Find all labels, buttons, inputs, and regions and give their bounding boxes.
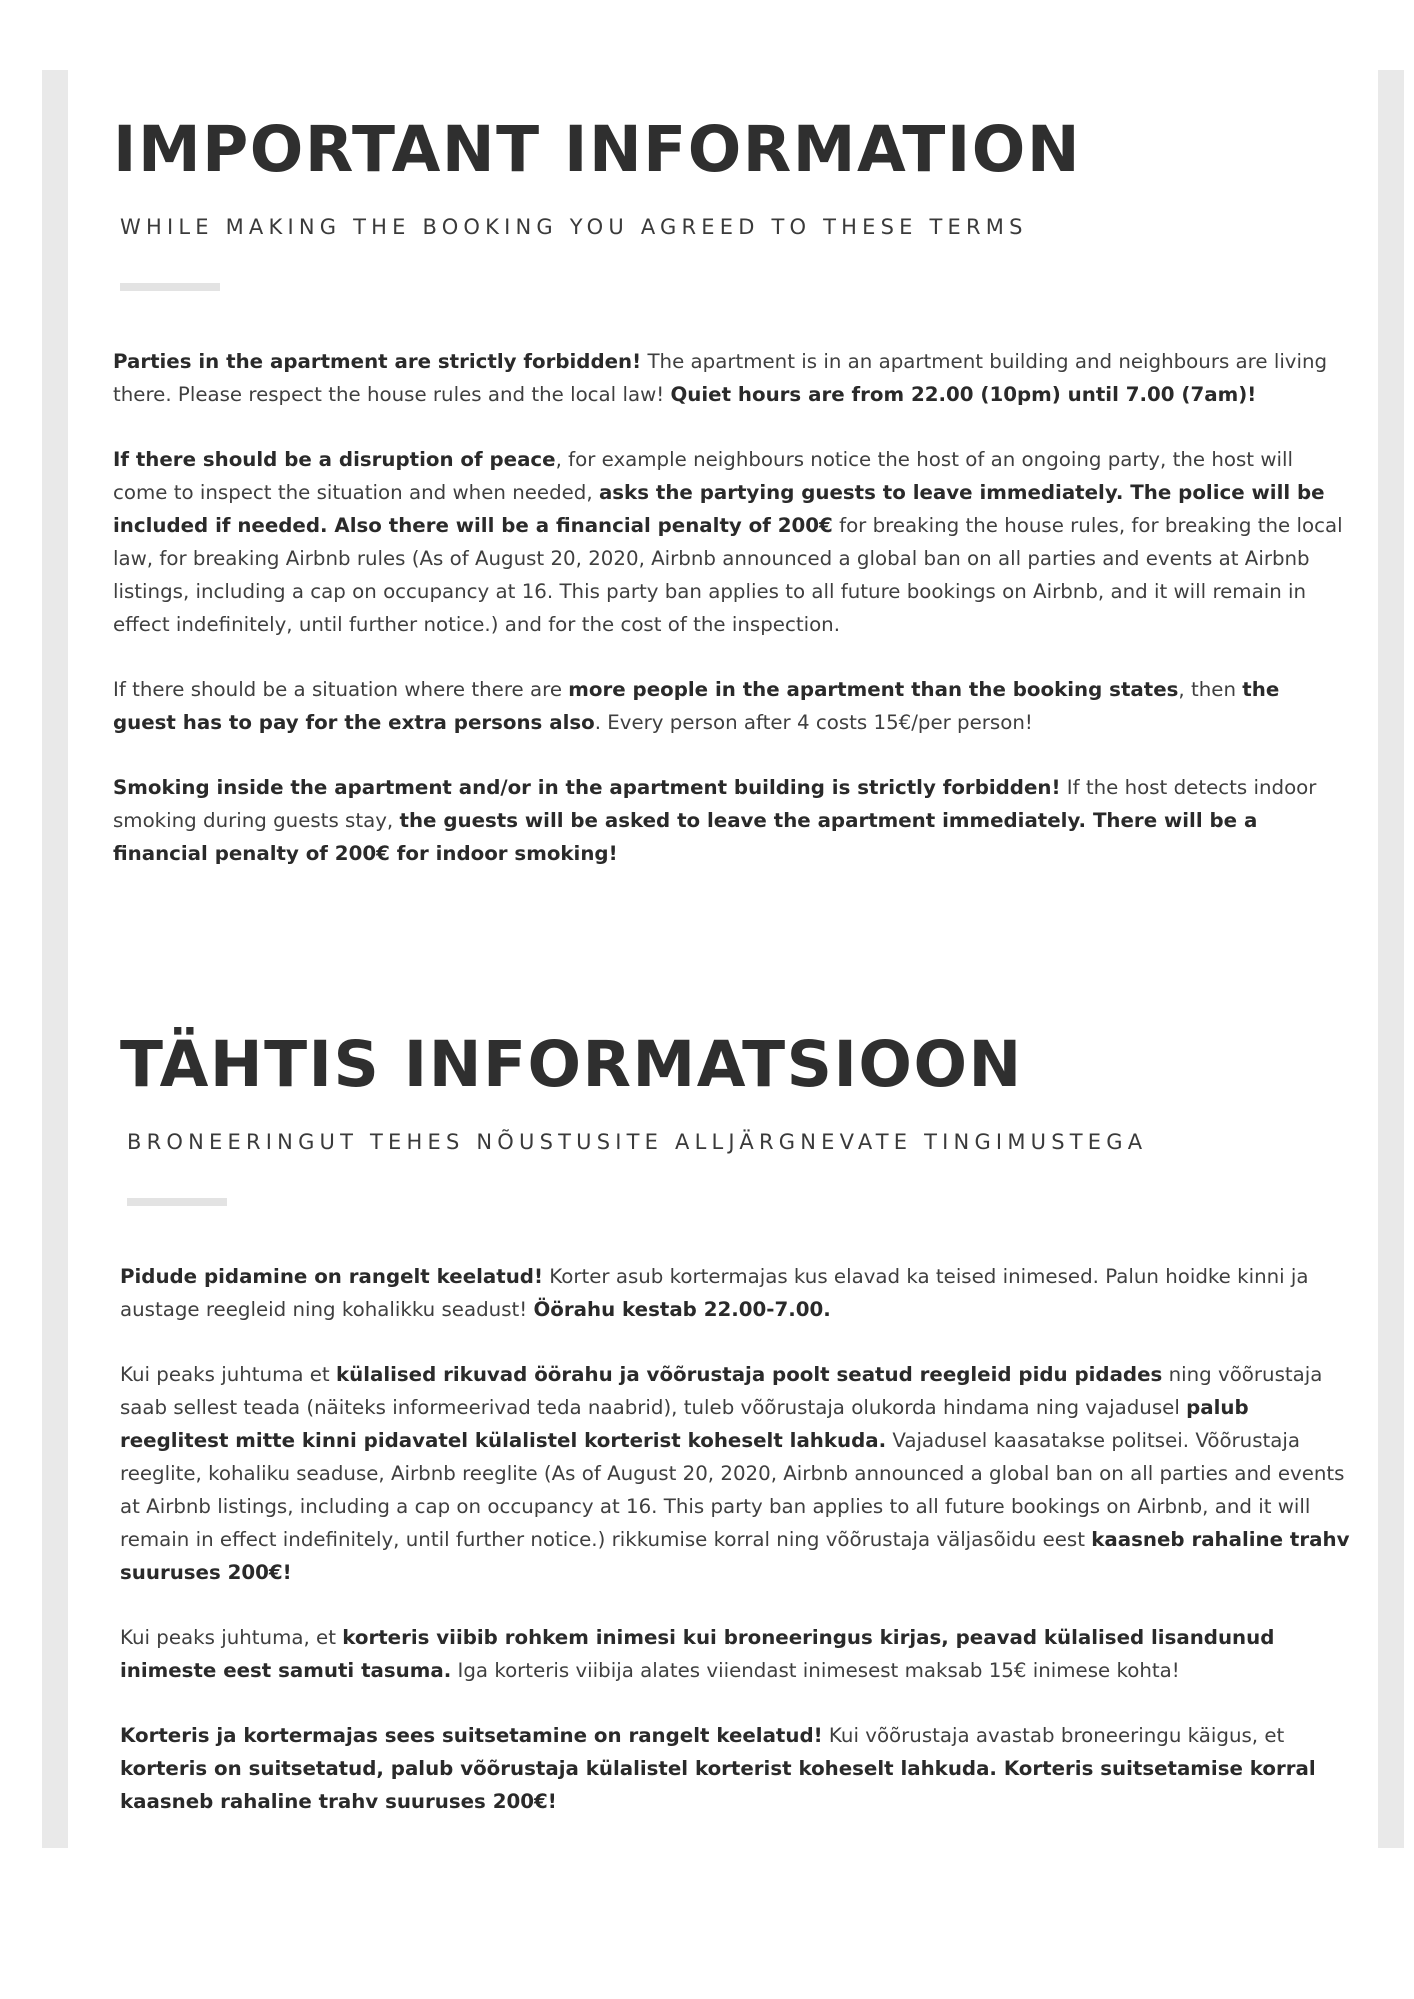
estonian-paragraph-disruption: Kui peaks juhtuma et külalised rikuvad öörahu ja võõrustaja poolt seatud reegleid pidu pidades ning võõrustaja saab sellest teada (näiteks informeerivad teda naabrid), tuleb võõrustaja olukorda hindama ning vajadusel palub reeglitest mitte kinni pidavatel külalistel korterist koheselt lahkuda. Vajadusel kaasatakse politsei. Võõrustaja reeglite, kohaliku seaduse, Airbnb reeglite (As of August 20, 2020, Airbnb announced a global ban on all parties and events at Airbnb listings, including a cap on occupancy at 16. This party ban applies to all future bookings on Airbnb, and it will remain in effect indefinitely, until further notice.) rikkumise korral ning võõrustaja väljasõidu eest kaasneb rahaline trahv suuruses 200€! [120, 1363, 1350, 1584]
estonian-paragraph-parties: Pidude pidamine on rangelt keelatud! Korter asub kortermajas kus elavad ka teised inimesed. Palun hoidke kinni ja austage reegleid ning kohalikku seadust! Öörahu kestab 22.00-7.00. [120, 1265, 1309, 1321]
english-divider [120, 283, 220, 291]
estonian-divider [127, 1198, 227, 1206]
english-title: IMPORTANT INFORMATION [113, 113, 1082, 186]
estonian-paragraph-smoking: Korteris ja kortermajas sees suitsetamine on rangelt keelatud! Kui võõrustaja avastab broneeringu käigus, et korteris on suitsetatud, palub võõrustaja külalistel korterist koheselt lahkuda. Korteris suitsetamise korral kaasneb rahaline trahv suuruses 200€! [120, 1724, 1316, 1813]
estonian-paragraph-extra-persons: Kui peaks juhtuma, et korteris viibib rohkem inimesi kui broneeringus kirjas, peavad külalised lisandunud inimeste eest samuti tasuma. Iga korteris viibija alates viiendast inimesest maksab 15€ inimese kohta! [120, 1626, 1275, 1682]
english-paragraph-smoking: Smoking inside the apartment and/or in the apartment building is strictly forbidden! If the host detects indoor smoking during guests stay, the guests will be asked to leave the apartment immediately. There will be a financial penalty of 200€ for indoor smoking! [113, 776, 1317, 865]
estonian-body [120, 1260, 1350, 1818]
right-decorative-bar [1378, 70, 1404, 1848]
estonian-section [120, 1020, 1350, 1850]
english-paragraph-parties: Parties in the apartment are strictly forbidden! The apartment is in an apartment building and neighbours are living there. Please respect the house rules and the local law! Quiet hours are from 22.00 (10pm) until 7.00 (7am)! [113, 350, 1328, 406]
english-paragraph-disruption: If there should be a disruption of peace, for example neighbours notice the host of an ongoing party, the host will come to inspect the situation and when needed, asks the partying guests to leave immediately. The police will be included if needed. Also there will be a financial penalty of 200€ for breaking the house rules, for breaking the local law, for breaking Airbnb rules (As of August 20, 2020, Airbnb announced a global ban on all parties and events at Airbnb listings, including a cap on occupancy at 16. This party ban applies to all future bookings on Airbnb, and it will remain in effect indefinitely, until further notice.) and for the cost of the inspection. [113, 448, 1343, 636]
estonian-title: TÄHTIS INFORMATSIOON [120, 1028, 1023, 1101]
english-section [113, 105, 1343, 902]
left-decorative-bar [42, 70, 68, 1848]
estonian-subtitle: BRONEERINGUT TEHES NÕUSTUSITE ALLJÄRGNEVATE TINGIMUSTEGA [127, 1130, 1148, 1154]
english-body [113, 345, 1343, 870]
english-subtitle: WHILE MAKING THE BOOKING YOU AGREED TO THESE TERMS [120, 215, 1028, 239]
english-paragraph-extra-persons: If there should be a situation where there are more people in the apartment than the booking states, then the guest has to pay for the extra persons also. Every person after 4 costs 15€/per person! [113, 678, 1280, 734]
